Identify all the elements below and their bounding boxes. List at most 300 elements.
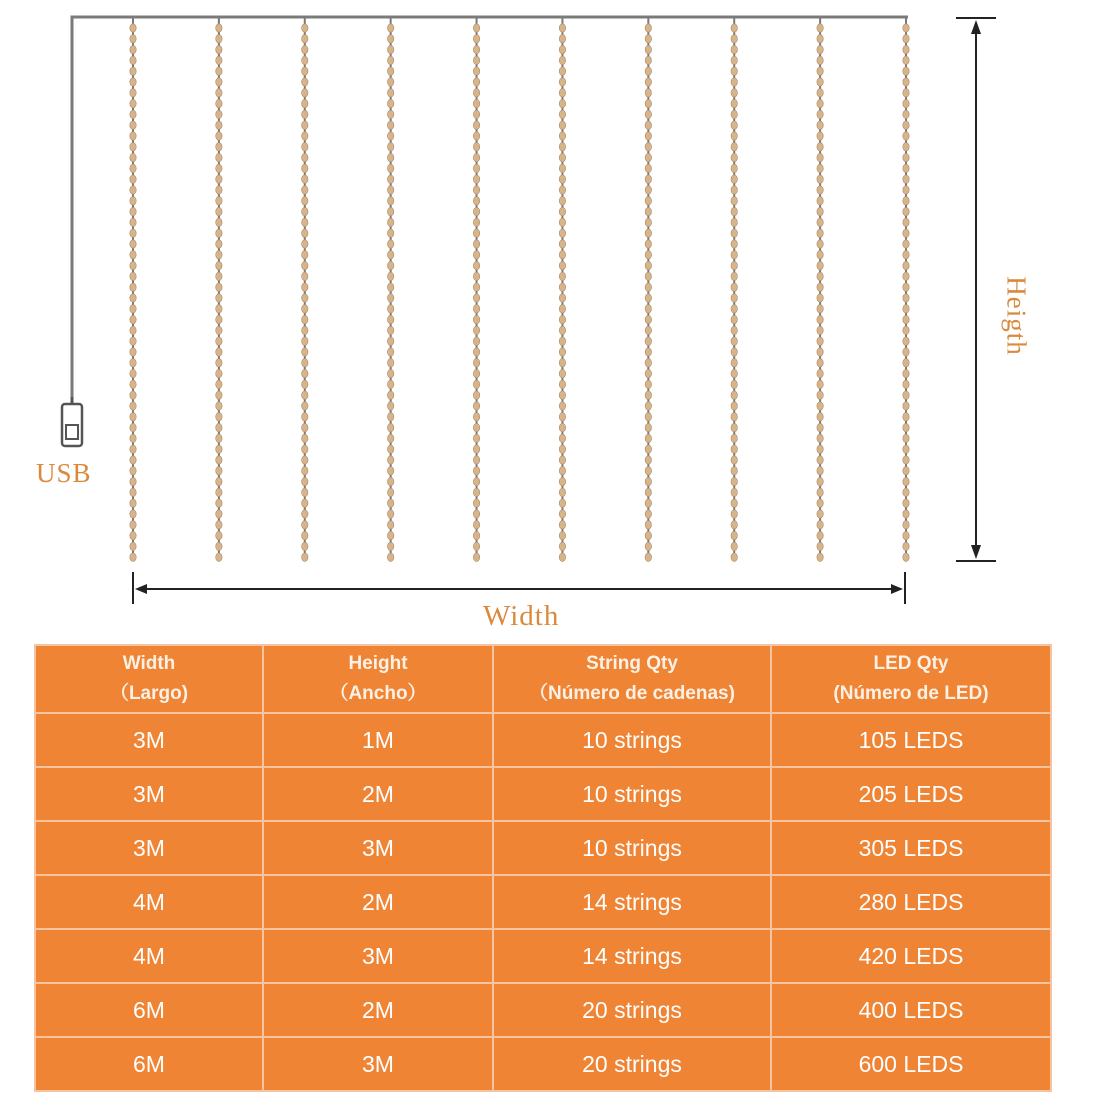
led-bulb (302, 99, 308, 107)
led-bulb (473, 531, 479, 539)
cell-string-qty: 10 strings (493, 767, 771, 821)
led-bulb (387, 186, 393, 194)
led-bulb (903, 434, 909, 442)
led-bulb (903, 326, 909, 334)
led-bulb (387, 553, 393, 561)
led-bulb (130, 531, 136, 539)
led-bulb (216, 207, 222, 215)
led-bulb (387, 488, 393, 496)
led-bulb (387, 456, 393, 464)
led-bulb (473, 24, 479, 32)
led-bulb (302, 121, 308, 129)
led-bulb (817, 56, 823, 64)
led-bulb (473, 110, 479, 118)
led-bulb (645, 45, 651, 53)
led-bulb (559, 121, 565, 129)
led-bulb (645, 542, 651, 550)
led-bulb (645, 240, 651, 248)
led-bulb (473, 305, 479, 313)
led-bulb (731, 132, 737, 140)
led-bulb (731, 553, 737, 561)
led-bulb (302, 510, 308, 518)
led-bulb (130, 229, 136, 237)
led-bulb (559, 186, 565, 194)
led-bulb (473, 423, 479, 431)
led-bulb (645, 359, 651, 367)
led-bulb (731, 283, 737, 291)
led-bulb (216, 89, 222, 97)
led-bulb (559, 326, 565, 334)
led-bulb (302, 89, 308, 97)
led-bulb (130, 467, 136, 475)
led-bulb (130, 369, 136, 377)
led-bulb (216, 218, 222, 226)
led-bulb (473, 413, 479, 421)
led-bulb (302, 78, 308, 86)
led-bulb (302, 56, 308, 64)
led-bulb (559, 542, 565, 550)
led-bulb (731, 434, 737, 442)
led-bulb (559, 380, 565, 388)
led-bulb (302, 521, 308, 529)
cell-string-qty: 10 strings (493, 713, 771, 767)
led-bulb (302, 261, 308, 269)
led-bulb (473, 197, 479, 205)
led-bulb (903, 402, 909, 410)
led-bulb (559, 67, 565, 75)
led-bulb (817, 369, 823, 377)
cell-width: 6M (35, 983, 263, 1037)
light-string (387, 18, 393, 561)
led-bulb (387, 445, 393, 453)
light-string (903, 18, 909, 561)
table-row (35, 821, 1051, 875)
led-bulb (302, 413, 308, 421)
header-string-qty: String Qty （Número de cadenas) (493, 645, 771, 713)
led-bulb (817, 272, 823, 280)
led-bulb (216, 553, 222, 561)
usb-plug-icon (62, 397, 82, 446)
led-bulb (559, 488, 565, 496)
led-bulb (731, 45, 737, 53)
led-bulb (473, 99, 479, 107)
led-bulb (216, 423, 222, 431)
led-bulb (216, 413, 222, 421)
led-bulb (559, 337, 565, 345)
led-bulb (302, 229, 308, 237)
led-bulb (130, 272, 136, 280)
led-bulb (731, 510, 737, 518)
led-bulb (731, 121, 737, 129)
led-bulb (817, 467, 823, 475)
led-bulb (387, 164, 393, 172)
led-bulb (817, 89, 823, 97)
led-bulb (731, 391, 737, 399)
height-label: Heigth (1001, 276, 1032, 356)
led-bulb (387, 283, 393, 291)
led-bulb (473, 186, 479, 194)
led-bulb (645, 35, 651, 43)
led-bulb (130, 251, 136, 259)
led-bulb (731, 423, 737, 431)
led-bulb (645, 402, 651, 410)
light-strings (130, 18, 909, 561)
led-bulb (473, 542, 479, 550)
led-bulb (817, 294, 823, 302)
led-bulb (903, 143, 909, 151)
led-bulb (817, 315, 823, 323)
led-bulb (559, 56, 565, 64)
led-bulb (473, 380, 479, 388)
led-bulb (817, 553, 823, 561)
led-bulb (387, 143, 393, 151)
cell-led-qty: 400 LEDS (771, 983, 1051, 1037)
led-bulb (731, 359, 737, 367)
led-bulb (903, 413, 909, 421)
led-bulb (130, 35, 136, 43)
led-bulb (302, 175, 308, 183)
size-spec-table (34, 644, 1052, 1092)
led-bulb (559, 477, 565, 485)
cell-width: 3M (35, 713, 263, 767)
led-bulb (645, 315, 651, 323)
led-bulb (559, 175, 565, 183)
led-bulb (130, 391, 136, 399)
led-bulb (817, 283, 823, 291)
led-bulb (130, 110, 136, 118)
led-bulb (387, 337, 393, 345)
led-bulb (559, 99, 565, 107)
led-bulb (903, 456, 909, 464)
led-bulb (903, 553, 909, 561)
led-bulb (216, 510, 222, 518)
led-bulb (216, 197, 222, 205)
led-bulb (817, 45, 823, 53)
led-bulb (216, 488, 222, 496)
led-bulb (903, 197, 909, 205)
led-bulb (903, 186, 909, 194)
led-bulb (473, 326, 479, 334)
led-bulb (817, 197, 823, 205)
cell-height: 2M (263, 983, 493, 1037)
led-bulb (817, 337, 823, 345)
led-bulb (903, 391, 909, 399)
cell-led-qty: 600 LEDS (771, 1037, 1051, 1091)
light-string (817, 18, 823, 561)
led-bulb (559, 207, 565, 215)
led-bulb (387, 531, 393, 539)
cell-height: 2M (263, 767, 493, 821)
led-bulb (130, 305, 136, 313)
led-bulb (216, 542, 222, 550)
led-bulb (302, 391, 308, 399)
led-bulb (387, 434, 393, 442)
led-bulb (216, 499, 222, 507)
led-bulb (387, 56, 393, 64)
led-bulb (903, 67, 909, 75)
led-bulb (130, 553, 136, 561)
led-bulb (903, 24, 909, 32)
led-bulb (387, 132, 393, 140)
led-bulb (903, 337, 909, 345)
led-bulb (559, 413, 565, 421)
led-bulb (645, 391, 651, 399)
led-bulb (731, 218, 737, 226)
led-bulb (130, 175, 136, 183)
led-bulb (216, 164, 222, 172)
led-bulb (302, 218, 308, 226)
led-bulb (559, 283, 565, 291)
led-bulb (473, 175, 479, 183)
cell-height: 3M (263, 1037, 493, 1091)
led-bulb (216, 143, 222, 151)
led-bulb (302, 45, 308, 53)
cell-led-qty: 105 LEDS (771, 713, 1051, 767)
cell-width: 4M (35, 929, 263, 983)
led-bulb (130, 499, 136, 507)
led-bulb (302, 207, 308, 215)
led-bulb (302, 402, 308, 410)
led-bulb (903, 132, 909, 140)
led-bulb (216, 261, 222, 269)
led-bulb (216, 380, 222, 388)
led-bulb (645, 434, 651, 442)
cell-width: 3M (35, 821, 263, 875)
led-bulb (645, 445, 651, 453)
led-bulb (817, 456, 823, 464)
led-bulb (817, 35, 823, 43)
led-bulb (903, 510, 909, 518)
led-bulb (645, 164, 651, 172)
led-bulb (731, 99, 737, 107)
led-bulb (473, 391, 479, 399)
led-bulb (903, 294, 909, 302)
cell-height: 1M (263, 713, 493, 767)
cell-width: 4M (35, 875, 263, 929)
led-bulb (817, 477, 823, 485)
led-bulb (817, 488, 823, 496)
cell-height: 2M (263, 875, 493, 929)
led-bulb (302, 477, 308, 485)
led-bulb (473, 56, 479, 64)
led-bulb (817, 99, 823, 107)
led-bulb (473, 240, 479, 248)
led-bulb (903, 99, 909, 107)
led-bulb (731, 197, 737, 205)
cell-string-qty: 14 strings (493, 929, 771, 983)
led-bulb (387, 272, 393, 280)
led-bulb (216, 521, 222, 529)
main-wire (72, 17, 908, 400)
led-bulb (903, 272, 909, 280)
led-bulb (903, 305, 909, 313)
led-bulb (473, 45, 479, 53)
led-bulb (645, 67, 651, 75)
led-bulb (817, 78, 823, 86)
led-bulb (216, 402, 222, 410)
led-bulb (216, 56, 222, 64)
led-bulb (216, 337, 222, 345)
led-bulb (130, 521, 136, 529)
led-bulb (731, 521, 737, 529)
light-string (130, 18, 136, 561)
led-bulb (645, 261, 651, 269)
led-bulb (130, 380, 136, 388)
led-bulb (817, 380, 823, 388)
led-bulb (216, 175, 222, 183)
led-bulb (387, 121, 393, 129)
led-bulb (387, 348, 393, 356)
led-bulb (130, 143, 136, 151)
led-bulb (903, 175, 909, 183)
led-bulb (302, 153, 308, 161)
cell-width: 6M (35, 1037, 263, 1091)
led-bulb (817, 251, 823, 259)
led-bulb (903, 207, 909, 215)
led-bulb (731, 380, 737, 388)
led-bulb (731, 67, 737, 75)
led-bulb (473, 153, 479, 161)
led-bulb (559, 164, 565, 172)
led-bulb (473, 499, 479, 507)
cell-height: 3M (263, 821, 493, 875)
led-bulb (559, 531, 565, 539)
led-bulb (302, 132, 308, 140)
led-bulb (731, 89, 737, 97)
led-bulb (731, 56, 737, 64)
led-bulb (216, 283, 222, 291)
cell-string-qty: 20 strings (493, 983, 771, 1037)
led-bulb (130, 510, 136, 518)
led-bulb (216, 456, 222, 464)
led-bulb (473, 35, 479, 43)
led-bulb (302, 251, 308, 259)
led-bulb (903, 488, 909, 496)
led-bulb (387, 510, 393, 518)
led-bulb (302, 337, 308, 345)
cell-led-qty: 305 LEDS (771, 821, 1051, 875)
led-bulb (130, 337, 136, 345)
led-bulb (731, 143, 737, 151)
cell-led-qty: 205 LEDS (771, 767, 1051, 821)
led-bulb (130, 153, 136, 161)
led-bulb (817, 423, 823, 431)
led-bulb (216, 35, 222, 43)
led-bulb (302, 305, 308, 313)
led-bulb (387, 229, 393, 237)
led-bulb (216, 121, 222, 129)
led-bulb (130, 326, 136, 334)
led-bulb (473, 488, 479, 496)
led-bulb (473, 229, 479, 237)
led-bulb (903, 89, 909, 97)
led-bulb (302, 369, 308, 377)
led-bulb (387, 542, 393, 550)
header-width: Width （Largo) (35, 645, 263, 713)
led-bulb (645, 121, 651, 129)
led-bulb (216, 110, 222, 118)
led-bulb (559, 45, 565, 53)
led-bulb (645, 89, 651, 97)
led-bulb (903, 315, 909, 323)
led-bulb (216, 153, 222, 161)
led-bulb (645, 467, 651, 475)
led-bulb (559, 143, 565, 151)
led-bulb (817, 218, 823, 226)
led-bulb (645, 477, 651, 485)
led-bulb (302, 24, 308, 32)
led-bulb (731, 186, 737, 194)
led-bulb (216, 229, 222, 237)
led-bulb (302, 499, 308, 507)
led-bulb (473, 251, 479, 259)
led-bulb (731, 164, 737, 172)
led-bulb (645, 78, 651, 86)
led-bulb (473, 218, 479, 226)
table-header-row (35, 645, 1051, 713)
led-bulb (473, 207, 479, 215)
led-bulb (559, 240, 565, 248)
led-bulb (216, 78, 222, 86)
led-bulb (645, 272, 651, 280)
led-bulb (130, 197, 136, 205)
light-string (645, 18, 651, 561)
led-bulb (903, 348, 909, 356)
led-bulb (645, 305, 651, 313)
led-bulb (473, 283, 479, 291)
led-bulb (302, 164, 308, 172)
led-bulb (387, 207, 393, 215)
led-bulb (645, 132, 651, 140)
led-bulb (130, 99, 136, 107)
led-bulb (302, 110, 308, 118)
led-bulb (645, 348, 651, 356)
led-bulb (216, 359, 222, 367)
led-bulb (559, 261, 565, 269)
led-bulb (731, 153, 737, 161)
led-bulb (559, 510, 565, 518)
led-bulb (302, 240, 308, 248)
led-bulb (645, 24, 651, 32)
header-height: Height （Ancho） (263, 645, 493, 713)
led-bulb (473, 132, 479, 140)
led-bulb (817, 510, 823, 518)
led-bulb (387, 261, 393, 269)
led-bulb (817, 24, 823, 32)
led-bulb (216, 315, 222, 323)
led-bulb (216, 531, 222, 539)
led-bulb (387, 326, 393, 334)
led-bulb (559, 78, 565, 86)
led-bulb (473, 89, 479, 97)
led-bulb (130, 413, 136, 421)
led-bulb (130, 45, 136, 53)
led-bulb (731, 24, 737, 32)
table-row (35, 1037, 1051, 1091)
led-bulb (473, 553, 479, 561)
led-bulb (903, 35, 909, 43)
led-bulb (130, 261, 136, 269)
led-bulb (645, 251, 651, 259)
led-bulb (559, 197, 565, 205)
led-bulb (216, 186, 222, 194)
led-bulb (216, 45, 222, 53)
led-bulb (302, 456, 308, 464)
led-bulb (387, 467, 393, 475)
led-bulb (645, 283, 651, 291)
light-string (473, 18, 479, 561)
led-bulb (817, 326, 823, 334)
